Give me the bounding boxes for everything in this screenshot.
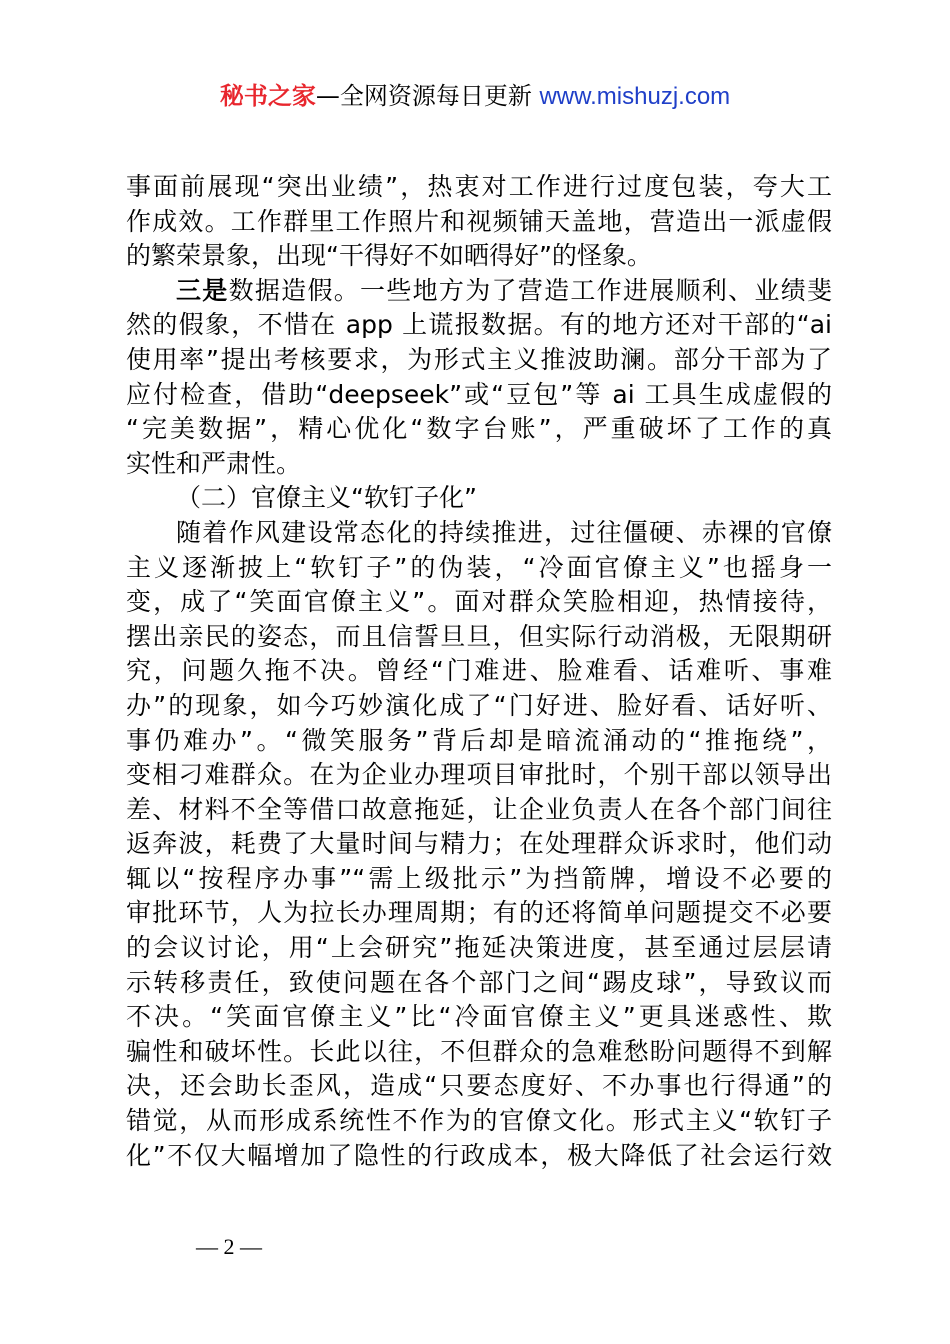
paragraph-line: 示转移责任，致使问题在各个部门之间“踢皮球”，导致议而 <box>126 967 832 997</box>
paragraph-line: 的繁荣景象，出现“干得好不如晒得好”的怪象。 <box>126 241 652 271</box>
site-header <box>0 80 950 113</box>
paragraph-line: 不决。“笑面官僚主义”比“冷面官僚主义”更具迷惑性、欺 <box>126 1002 832 1032</box>
page-number: — 2 — <box>196 1234 262 1259</box>
paragraph-text: 数据造假。一些地方为了营造工作进展顺利、业绩斐 <box>228 275 832 305</box>
paragraph-line: 摆出亲民的姿态，而且信誓旦旦，但实际行动消极，无限期研 <box>126 621 832 651</box>
site-brand: 秘书之家 <box>219 82 316 110</box>
section-heading: （二）官僚主义“软钉子化” <box>176 483 477 513</box>
paragraph-line: 变相刁难群众。在为企业办理项目审批时，个别干部以领导出 <box>126 760 832 790</box>
paragraph-line: 应付检查，借助“deepseek”或“豆包”等 ai 工具生成虚假的 <box>126 379 832 409</box>
paragraph-line: 返奔波，耗费了大量时间与精力；在处理群众诉求时，他们动 <box>126 829 832 859</box>
paragraph-line: 差、材料不全等借口故意拖延，让企业负责人在各个部门间往 <box>126 794 832 824</box>
paragraph-line: 事面前展现“突出业绩”，热衷对工作进行过度包装，夸大工 <box>126 172 832 201</box>
document-body <box>126 170 832 1173</box>
paragraph-line: 变，成了“笑面官僚主义”。面对群众笑脸相迎，热情接待， <box>126 587 832 617</box>
paragraph-line: 作成效。工作群里工作照片和视频铺天盖地，营造出一派虚假 <box>126 206 832 236</box>
paragraph-line: 然的假象，不惜在 app 上谎报数据。有的地方还对干部的“ai <box>126 310 832 340</box>
paragraph-line: 辄以“按程序办事”“需上级批示”为挡箭牌，增设不必要的 <box>126 863 832 893</box>
paragraph-line: 主义逐渐披上“软钉子”的伪装，“冷面官僚主义”也摇身一 <box>126 552 832 582</box>
paragraph-line <box>126 274 832 309</box>
site-slogan: —全网资源每日更新 <box>315 82 540 110</box>
paragraph-line: “完美数据”，精心优化“数字台账”，严重破坏了工作的真 <box>126 414 832 444</box>
paragraph-line: 办”的现象，如今巧妙演化成了“门好进、脸好看、话好听、 <box>126 690 832 720</box>
paragraph-line: 随着作风建设常态化的持续推进，过往僵硬、赤裸的官僚 <box>176 517 832 547</box>
paragraph-line: 骗性和破坏性。长此以往，不但群众的急难愁盼问题得不到解 <box>126 1036 832 1066</box>
paragraph-line: 使用率”提出考核要求，为形式主义推波助澜。部分干部为了 <box>126 344 832 374</box>
paragraph-line: 错觉，从而形成系统性不作为的官僚文化。形式主义“软钉子 <box>126 1106 832 1136</box>
paragraph-line: 的会议讨论，用“上会研究”拖延决策进度，甚至通过层层请 <box>126 933 832 963</box>
site-url-link[interactable]: www.mishuzj.com <box>539 83 731 110</box>
paragraph-line: 决，还会助长歪风，造成“只要态度好、不办事也行得通”的 <box>126 1071 832 1101</box>
paragraph-line: 事仍难办”。“微笑服务”背后却是暗流涌动的“推拖绕”， <box>126 725 832 755</box>
paragraph-line: 究，问题久拖不决。曾经“门难进、脸难看、话难听、事难 <box>126 656 832 686</box>
paragraph-line: 化”不仅大幅增加了隐性的行政成本，极大降低了社会运行效 <box>126 1140 832 1170</box>
emphasis-lead: 三是 <box>176 275 229 305</box>
paragraph-line: 审批环节，人为拉长办理周期；有的还将简单问题提交不必要 <box>126 898 832 928</box>
paragraph-line: 实性和严肃性。 <box>126 448 302 478</box>
